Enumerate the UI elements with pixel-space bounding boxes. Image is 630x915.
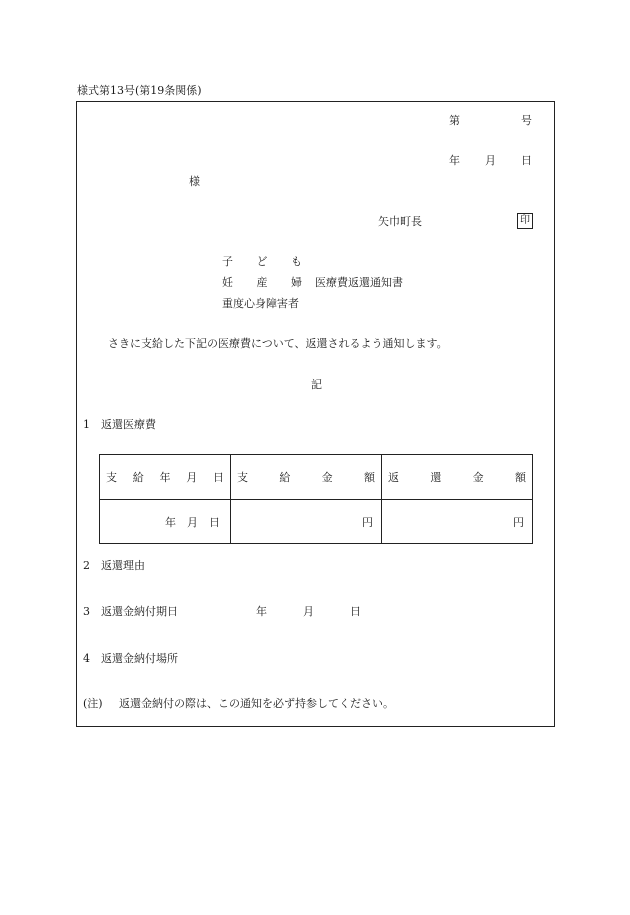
body-text: さきに支給した下記の医療費について、返還されるよう通知します。 bbox=[108, 337, 448, 350]
deadline-day-label: 日 bbox=[350, 605, 361, 618]
form-label: 様式第13号(第19条関係) bbox=[77, 84, 202, 97]
doc-number-suffix: 号 bbox=[521, 114, 532, 127]
table-header-row bbox=[100, 455, 533, 500]
header-char: 金 bbox=[472, 471, 484, 484]
title-line-1 bbox=[222, 255, 302, 269]
item-4-label: 返還金納付場所 bbox=[101, 652, 178, 665]
date-year-label: 年 bbox=[449, 154, 460, 167]
header-char: 額 bbox=[363, 471, 375, 484]
header-payment-date bbox=[100, 455, 231, 500]
payment-date-cell: 年 月 日 bbox=[100, 500, 231, 544]
title-line-2-char: 妊 bbox=[222, 276, 233, 289]
header-paid-amount bbox=[231, 455, 382, 500]
refund-amount-table bbox=[99, 454, 533, 544]
header-char: 還 bbox=[430, 471, 442, 484]
header-char: 日 bbox=[213, 471, 224, 484]
title-line-2-char: 産 bbox=[256, 276, 268, 289]
header-char: 支 bbox=[106, 471, 117, 484]
title-line-1-char: も bbox=[291, 255, 302, 268]
item-4-number: 4 bbox=[83, 652, 90, 665]
paid-amount-cell: 円 bbox=[231, 500, 382, 544]
title-line-2 bbox=[222, 276, 302, 290]
note-text: 返還金納付の際は、この通知を必ず持参してください。 bbox=[119, 697, 394, 710]
item-1-number: 1 bbox=[83, 418, 90, 431]
refund-amount-cell: 円 bbox=[382, 500, 533, 544]
deadline-month-label: 月 bbox=[303, 605, 314, 618]
form-frame bbox=[76, 101, 555, 727]
header-char: 額 bbox=[514, 471, 526, 484]
header-refund-amount bbox=[382, 455, 533, 500]
item-2-label: 返還理由 bbox=[101, 559, 145, 572]
item-3-number: 3 bbox=[83, 605, 90, 618]
ki-heading: 記 bbox=[311, 378, 322, 391]
title-line-2-char: 婦 bbox=[291, 276, 302, 289]
header-char: 給 bbox=[279, 471, 291, 484]
title-line-1-char: ど bbox=[256, 255, 268, 268]
header-char: 月 bbox=[186, 471, 198, 484]
header-char: 支 bbox=[237, 471, 248, 484]
header-char: 金 bbox=[321, 471, 333, 484]
title-main: 医療費返還通知書 bbox=[315, 276, 403, 289]
doc-number-prefix: 第 bbox=[449, 114, 460, 127]
title-line-1-char: 子 bbox=[222, 255, 233, 268]
item-1-label: 返還医療費 bbox=[101, 418, 156, 431]
header-char: 年 bbox=[159, 471, 171, 484]
date-day-label: 日 bbox=[521, 154, 532, 167]
seal-stamp: 印 bbox=[517, 213, 533, 229]
addressee-suffix: 様 bbox=[189, 175, 200, 188]
item-2-number: 2 bbox=[83, 559, 90, 572]
item-3-label: 返還金納付期日 bbox=[101, 605, 178, 618]
table-row bbox=[100, 500, 533, 544]
header-char: 返 bbox=[388, 471, 399, 484]
date-month-label: 月 bbox=[485, 154, 496, 167]
header-char: 給 bbox=[132, 471, 144, 484]
issuer-name: 矢巾町長 bbox=[378, 215, 422, 228]
title-line-3: 重度心身障害者 bbox=[222, 297, 299, 310]
note-prefix: (注) bbox=[83, 697, 103, 710]
deadline-year-label: 年 bbox=[256, 605, 267, 618]
